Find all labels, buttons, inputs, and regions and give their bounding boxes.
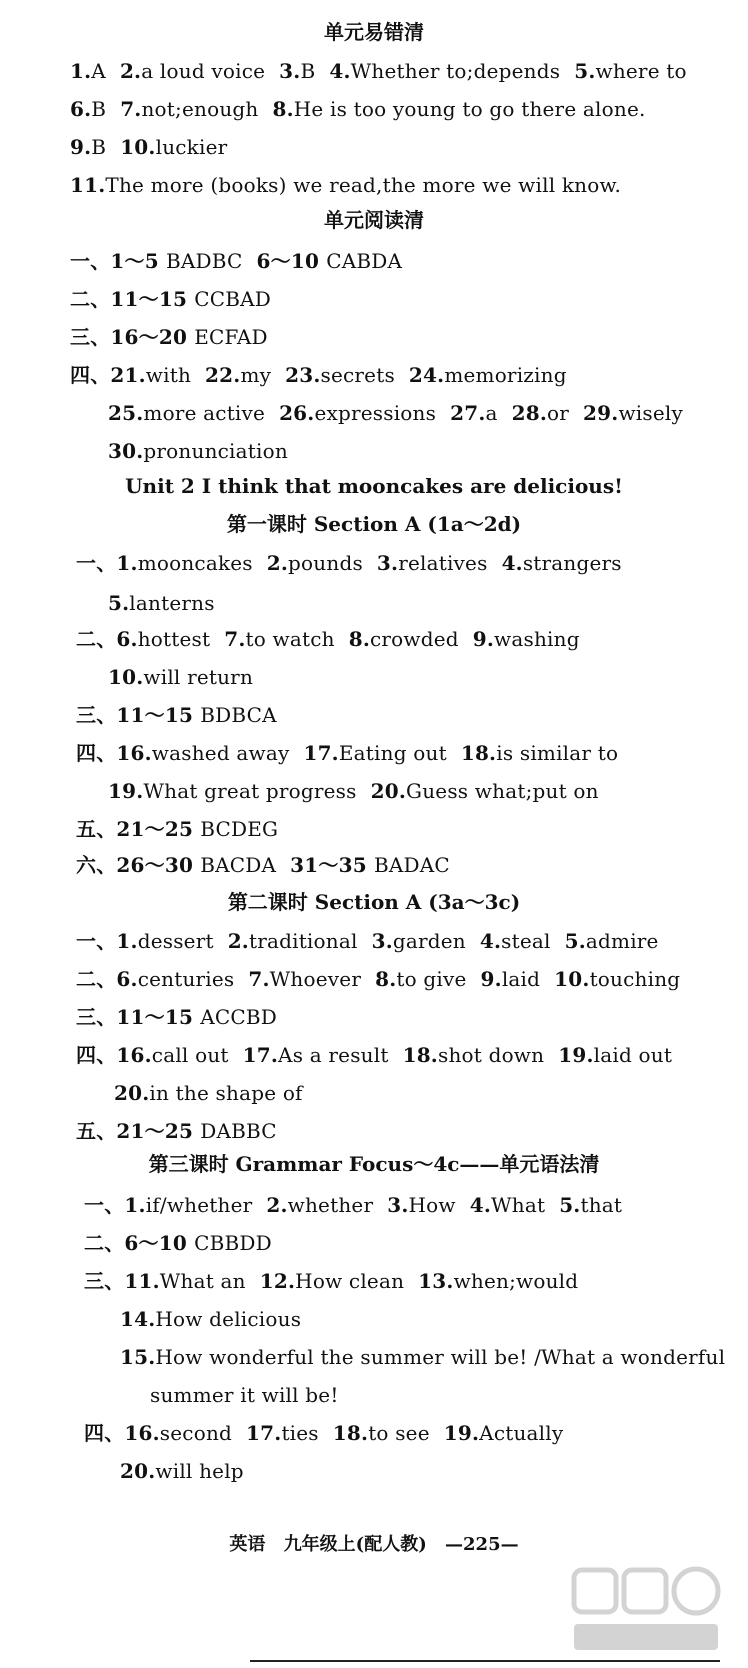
answer-item [76, 741, 289, 765]
answer-item [279, 59, 315, 83]
answer-text: ties [281, 1421, 319, 1445]
answer-item [76, 551, 253, 575]
answer-number: 二、11～15 [70, 287, 195, 311]
answer-item [257, 249, 403, 273]
answer-item [70, 59, 106, 83]
answer-text: a loud voice [141, 59, 266, 83]
answer-line [76, 702, 277, 728]
answer-item [375, 967, 466, 991]
answer-text: traditional [248, 929, 358, 953]
answer-item [260, 1269, 404, 1293]
answer-number: 27. [450, 401, 486, 425]
answer-line [76, 852, 450, 878]
answer-number: 5. [559, 1193, 581, 1217]
answer-number: 10. [108, 665, 144, 689]
answer-number: 三、16～20 [70, 325, 195, 349]
answer-number: 一、1. [84, 1193, 146, 1217]
answer-text: BACDA [200, 853, 277, 877]
answer-number: 25. [108, 401, 144, 425]
answer-item [84, 1193, 252, 1217]
answer-item [108, 665, 253, 689]
bottom-rule [250, 1660, 720, 1662]
lesson-title-1: 第一课时 Section A (1a～2d) [226, 512, 522, 536]
answer-text: shot down [437, 1043, 545, 1067]
answer-number: 1. [70, 59, 92, 83]
answer-text: What an [159, 1269, 246, 1293]
answer-item [120, 1459, 244, 1483]
answer-number: 24. [408, 363, 445, 387]
answer-item [76, 853, 276, 877]
answer-number: 18. [460, 741, 497, 765]
answer-line [70, 286, 271, 312]
answer-item [329, 59, 560, 83]
answer-line [114, 1080, 303, 1106]
answer-text: How wonderful the summer will be! /What a wonderful [155, 1345, 726, 1369]
answer-number: 5. [574, 59, 596, 83]
answer-number: 7. [224, 627, 246, 651]
answer-number: 一、1. [76, 551, 138, 575]
answer-item [120, 97, 258, 121]
answer-item [70, 135, 106, 159]
answer-item [248, 967, 361, 991]
answer-item [444, 1421, 564, 1445]
answer-item [84, 1421, 232, 1445]
answer-item [120, 135, 227, 159]
answer-item [243, 1043, 389, 1067]
answer-item [559, 1193, 622, 1217]
answer-item [583, 401, 683, 425]
answer-text: strangers [522, 551, 622, 575]
answer-text: BADBC [166, 249, 243, 273]
answer-number: 17. [246, 1421, 282, 1445]
answer-text: will return [143, 665, 254, 689]
answer-text: How [408, 1193, 456, 1217]
answer-item [333, 1421, 430, 1445]
answer-number: 四、16. [76, 1043, 152, 1067]
answer-number: 五、21～25 [76, 1119, 201, 1143]
answer-text: A [91, 59, 106, 83]
answer-number: 18. [402, 1043, 438, 1067]
answer-item [554, 967, 680, 991]
answer-text: when;would [453, 1269, 579, 1293]
answer-line [76, 966, 680, 992]
answer-item [418, 1269, 578, 1293]
footer-page-number: —225— [445, 1534, 519, 1555]
answer-number: 10. [120, 135, 156, 159]
answer-text: more active [143, 401, 266, 425]
answer-number: 22. [205, 363, 241, 387]
answer-line [120, 1306, 301, 1332]
answer-text: BADAC [373, 853, 450, 877]
section-title-unit-errors: 单元易错清 [324, 20, 424, 44]
answer-text: luckier [155, 135, 228, 159]
answer-text: pronunciation [143, 439, 288, 463]
answer-text: that [580, 1193, 623, 1217]
answer-item [246, 1421, 319, 1445]
answer-item [70, 287, 271, 311]
answer-line [84, 1268, 578, 1294]
answer-text: relatives [398, 551, 488, 575]
answer-item [224, 627, 334, 651]
answer-number: 14. [120, 1307, 156, 1331]
answer-number: 2. [227, 929, 249, 953]
answer-line [76, 1004, 277, 1030]
answer-number: 26. [279, 401, 315, 425]
answer-line [76, 816, 278, 842]
answer-text: Whoever [269, 967, 362, 991]
answer-item [76, 929, 214, 953]
answer-number: 23. [285, 363, 321, 387]
answer-number: 19. [108, 779, 144, 803]
answer-item [205, 363, 271, 387]
answer-number: 二、6～10 [84, 1231, 195, 1255]
answer-number: 三、11～15 [76, 703, 201, 727]
lesson-title-2: 第二课时 Section A (3a～3c) [227, 890, 521, 914]
answer-number: 三、11～15 [76, 1005, 201, 1029]
answer-line [108, 400, 683, 426]
answer-line [108, 664, 253, 690]
answer-item [228, 929, 358, 953]
answer-item [108, 439, 288, 463]
answer-text: with [145, 363, 192, 387]
answer-item [377, 551, 488, 575]
answer-text: memorizing [444, 363, 567, 387]
answer-item [290, 853, 450, 877]
answer-item [470, 1193, 545, 1217]
answer-line [76, 626, 580, 652]
answer-number: 二、6. [76, 967, 138, 991]
answer-number: 四、16. [84, 1421, 160, 1445]
answer-number: 9. [472, 627, 495, 651]
answer-item [150, 1383, 339, 1407]
answer-text: dessert [137, 929, 214, 953]
answer-line [70, 324, 268, 350]
answer-text: or [547, 401, 570, 425]
answer-number: 15. [120, 1345, 156, 1369]
answer-text: What [490, 1193, 546, 1217]
answer-number: 8. [375, 967, 397, 991]
answer-line [120, 1344, 725, 1370]
lesson-title-3: 第三课时 Grammar Focus～4c——单元语法清 [148, 1152, 600, 1176]
answer-number: 6～10 [256, 249, 327, 273]
answer-line [76, 740, 618, 766]
answer-text: The more (books) we read,the more we will know. [105, 173, 621, 197]
answer-line [108, 778, 599, 804]
answer-number: 2. [119, 59, 142, 83]
answer-item [76, 1005, 277, 1029]
answer-item [108, 779, 357, 803]
answer-item [565, 929, 659, 953]
answer-line [84, 1230, 272, 1256]
answer-item [303, 741, 446, 765]
answer-text: B [91, 97, 107, 121]
answer-text: B [91, 135, 107, 159]
answer-number: 13. [418, 1269, 454, 1293]
answer-item [70, 363, 191, 387]
answer-text: ACCBD [200, 1005, 278, 1029]
answer-number: 6. [70, 97, 92, 121]
answer-number: 7. [248, 967, 270, 991]
answer-item [114, 1081, 303, 1105]
answer-line [70, 134, 227, 160]
answer-line [108, 590, 215, 616]
answer-number: 2. [266, 551, 289, 575]
answer-number: 四、21. [70, 363, 146, 387]
answer-text: Actually [479, 1421, 564, 1445]
answer-item [84, 1269, 246, 1293]
answer-number: 17. [242, 1043, 279, 1067]
answer-text: laid out [593, 1043, 673, 1067]
answer-text: whether [287, 1193, 374, 1217]
answer-item [84, 1231, 272, 1255]
answer-number: 29. [583, 401, 619, 425]
answer-item [372, 929, 466, 953]
answer-number: 19. [558, 1043, 594, 1067]
answer-text: B [300, 59, 316, 83]
answer-line [76, 550, 622, 576]
answer-text: my [240, 363, 272, 387]
answer-text: CCBAD [194, 287, 272, 311]
answer-number: 18. [332, 1421, 369, 1445]
answer-text: Eating out [338, 741, 447, 765]
answer-text: admire [585, 929, 659, 953]
answer-item [76, 967, 234, 991]
answer-number: 2. [266, 1193, 288, 1217]
section-title-unit-reading: 单元阅读清 [324, 208, 424, 232]
answer-item [480, 929, 551, 953]
answer-item [70, 325, 268, 349]
answer-text: second [159, 1421, 233, 1445]
answer-item [473, 627, 580, 651]
answer-line [70, 58, 687, 84]
answer-number: 9. [480, 967, 502, 991]
answer-number: 17. [303, 741, 339, 765]
unit-title: Unit 2 I think that mooncakes are delicious! [125, 474, 623, 498]
answer-text: call out [151, 1043, 229, 1067]
answer-number: 10. [554, 967, 590, 991]
answer-number: 7. [120, 97, 142, 121]
answer-item [120, 59, 265, 83]
answer-number: 二、6. [76, 627, 138, 651]
answer-item [349, 627, 459, 651]
answer-item [70, 173, 621, 197]
watermark-logo-icon [566, 1560, 726, 1660]
answer-number: 四、16. [76, 741, 152, 765]
answer-number: 一、1～5 [70, 249, 166, 273]
answer-item [409, 363, 567, 387]
answer-number: 11. [70, 173, 106, 197]
answer-number: 4. [479, 929, 502, 953]
answer-item [266, 1193, 373, 1217]
answer-item [558, 1043, 672, 1067]
answer-text: washing [494, 627, 580, 651]
answer-line [70, 248, 402, 274]
answer-line [70, 96, 646, 122]
answer-item [512, 401, 569, 425]
answer-number: 8. [348, 627, 370, 651]
answer-text: As a result [278, 1043, 389, 1067]
answer-text: crowded [370, 627, 459, 651]
answer-line [70, 172, 621, 198]
footer-grade: 九年级上(配人教) [283, 1534, 427, 1555]
answer-text: to see [368, 1421, 430, 1445]
answer-text: CBBDD [194, 1231, 272, 1255]
answer-text: to give [396, 967, 467, 991]
answer-line [150, 1382, 339, 1408]
answer-text: DABBC [200, 1119, 277, 1143]
footer-subject: 英语 [229, 1534, 266, 1555]
answer-text: lanterns [129, 591, 215, 615]
answer-number: 4. [329, 59, 351, 83]
answer-text: garden [392, 929, 466, 953]
answer-number: 一、1. [76, 929, 138, 953]
page-footer [0, 1530, 748, 1556]
answer-line [120, 1458, 244, 1484]
answer-item [70, 249, 243, 273]
answer-text: expressions [314, 401, 437, 425]
answer-number: 20. [120, 1459, 156, 1483]
answer-text: BCDEG [200, 817, 279, 841]
answer-item [481, 967, 541, 991]
answer-number: 五、21～25 [76, 817, 201, 841]
answer-number: 19. [443, 1421, 480, 1445]
answer-number: 三、11. [84, 1269, 160, 1293]
answer-text: steal [501, 929, 551, 953]
answer-item [120, 1345, 725, 1369]
answer-text: summer it will be! [150, 1383, 339, 1407]
answer-text: Whether to;depends [350, 59, 561, 83]
answer-text: mooncakes [137, 551, 253, 575]
answer-text: He is too young to go there alone. [293, 97, 646, 121]
answer-item [371, 779, 599, 803]
answer-text: not;enough [141, 97, 259, 121]
answer-item [76, 1043, 229, 1067]
answer-number: 5. [108, 591, 130, 615]
answer-item [279, 401, 436, 425]
answer-text: secrets [320, 363, 395, 387]
answer-text: BDBCA [200, 703, 277, 727]
answer-line [70, 362, 567, 388]
answer-number: 3. [279, 59, 301, 83]
answer-text: a [485, 401, 498, 425]
answer-item [76, 1119, 277, 1143]
answer-item [387, 1193, 455, 1217]
answer-item [574, 59, 687, 83]
answer-number: 5. [564, 929, 586, 953]
answer-item [120, 1307, 301, 1331]
answer-text: will help [155, 1459, 244, 1483]
answer-number: 20. [114, 1081, 150, 1105]
answer-text: touching [589, 967, 681, 991]
answer-text: How clean [295, 1269, 405, 1293]
answer-item [70, 97, 106, 121]
answer-number: 9. [70, 135, 92, 159]
answer-number: 4. [469, 1193, 491, 1217]
answer-text: washed away [151, 741, 290, 765]
answer-item [502, 551, 622, 575]
answer-line [76, 1042, 672, 1068]
answer-line [108, 438, 288, 464]
answer-line [84, 1192, 622, 1218]
answer-item [108, 401, 265, 425]
answer-text: is similar to [496, 741, 619, 765]
answer-item [450, 401, 498, 425]
answer-number: 20. [370, 779, 407, 803]
answer-text: wisely [618, 401, 683, 425]
answer-text: Guess what;put on [406, 779, 599, 803]
answer-text: How delicious [155, 1307, 302, 1331]
answer-number: 30. [108, 439, 144, 463]
answer-number: 12. [259, 1269, 296, 1293]
answer-text: where to [595, 59, 687, 83]
answer-text: if/whether [145, 1193, 253, 1217]
answer-text: in the shape of [149, 1081, 303, 1105]
answer-text: What great progress [143, 779, 357, 803]
answer-number: 3. [371, 929, 393, 953]
answer-number: 3. [387, 1193, 409, 1217]
answer-text: ECFAD [194, 325, 268, 349]
answer-number: 3. [376, 551, 399, 575]
answer-item [285, 363, 395, 387]
answer-item [267, 551, 363, 575]
answer-item [273, 97, 646, 121]
answer-item [76, 817, 278, 841]
answer-number: 4. [501, 551, 523, 575]
answer-line [76, 928, 659, 954]
answer-item [403, 1043, 545, 1067]
answer-number: 31～35 [290, 853, 374, 877]
answer-text: CABDA [326, 249, 403, 273]
answer-number: 28. [511, 401, 548, 425]
answer-item [108, 591, 215, 615]
answer-item [76, 703, 277, 727]
answer-text: pounds [288, 551, 363, 575]
answer-text: hottest [137, 627, 211, 651]
answer-item [76, 627, 210, 651]
answer-item [461, 741, 618, 765]
answer-line [76, 1118, 277, 1144]
answer-text: laid [501, 967, 541, 991]
answer-text: to watch [245, 627, 335, 651]
answer-number: 六、26～30 [76, 853, 201, 877]
answer-text: centuries [137, 967, 235, 991]
answer-number: 8. [272, 97, 294, 121]
answer-line [84, 1420, 563, 1446]
